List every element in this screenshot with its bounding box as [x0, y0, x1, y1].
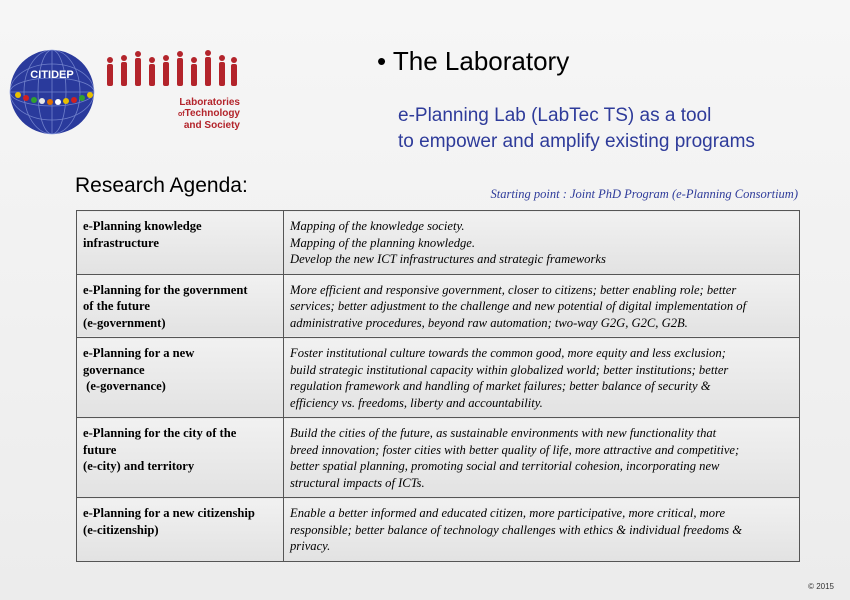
- table-row: [77, 211, 800, 275]
- description-cell: [284, 211, 800, 275]
- topic-line: e-Planning for a new: [83, 346, 195, 360]
- slide-subtitle: [398, 103, 755, 155]
- topic-line: (e-citizenship): [83, 522, 159, 537]
- description-line: Build the cities of the future, as sustainable environments with new functionality that: [290, 426, 717, 440]
- topic-line: governance: [83, 362, 145, 377]
- citidep-globe-logo: [8, 48, 96, 136]
- logo-line-society: and Society: [183, 120, 240, 131]
- table-row: [77, 418, 800, 498]
- description-line: responsible; better balance of technology challenges with ethics & individual freedoms &: [290, 522, 743, 537]
- topic-line: e-Planning for the city of the: [83, 426, 237, 440]
- topic-cell: [77, 418, 284, 498]
- description-line: Enable a better informed and educated citizen, more participative, more critical, more: [290, 506, 726, 520]
- description-line: Mapping of the knowledge society.: [290, 219, 465, 233]
- logo-line-laboratories: Laboratories: [179, 97, 240, 108]
- subtitle-line-1: e-Planning Lab (LabTec TS) as a tool: [398, 105, 712, 126]
- people-figures-logo: [104, 50, 244, 90]
- description-line: Foster institutional culture towards the common good, more equity and less exclusion;: [290, 346, 726, 360]
- title-text: The Laboratory: [392, 46, 570, 76]
- description-line: Develop the new ICT infrastructures and strategic frameworks: [290, 252, 606, 266]
- table-row: [77, 498, 800, 562]
- topic-line: infrastructure: [83, 235, 160, 250]
- description-line: breed innovation; foster cities with better quality of life, more attractive and competitive;: [290, 442, 740, 457]
- description-cell: [284, 418, 800, 498]
- description-cell: [284, 274, 800, 338]
- topic-line: (e-government): [83, 315, 166, 330]
- topic-cell: [77, 498, 284, 562]
- topic-line: (e-city) and territory: [83, 459, 195, 473]
- description-line: build strategic institutional capacity within globalized world; better institutions; better: [290, 362, 729, 377]
- title-bullet: •: [377, 46, 387, 76]
- topic-line: e-Planning knowledge: [83, 219, 202, 233]
- table-row: [77, 274, 800, 338]
- topic-cell: [77, 338, 284, 418]
- table-row: [77, 338, 800, 418]
- description-line: efficiency vs. freedoms, liberty and accountability.: [290, 395, 543, 410]
- topic-line: future: [83, 442, 117, 457]
- description-line: privacy.: [290, 539, 331, 553]
- topic-line: (e-governance): [83, 379, 166, 393]
- description-cell: [284, 338, 800, 418]
- description-cell: [284, 498, 800, 562]
- description-line: structural impacts of ICTs.: [290, 475, 425, 490]
- topic-cell: [77, 211, 284, 275]
- description-line: administrative procedures, beyond raw automation; two-way G2G, G2C, G2B.: [290, 315, 688, 330]
- description-line: More efficient and responsive government, closer to citizens; better enabling role; better: [290, 282, 737, 297]
- slide-title: [377, 46, 569, 77]
- research-agenda-table: [76, 210, 800, 562]
- description-line: better spatial planning, promoting social and territorial cohesion, incorporating new: [290, 459, 720, 473]
- copyright-notice: © 2015: [808, 582, 834, 591]
- labtec-logo-text: [160, 97, 240, 131]
- description-line: Mapping of the planning knowledge.: [290, 235, 476, 250]
- topic-line: e-Planning for the government: [83, 282, 248, 297]
- topic-line: e-Planning for a new citizenship: [83, 506, 255, 520]
- topic-line: of the future: [83, 299, 150, 313]
- research-agenda-heading: Research Agenda:: [75, 174, 248, 197]
- description-line: regulation framework and handling of market failures; better balance of security &: [290, 379, 711, 393]
- description-line: services; better adjustment to the challenge and new potential of digital implementation of: [290, 299, 747, 313]
- logo-technology: Technology: [184, 108, 240, 119]
- subtitle-line-2: to empower and amplify existing programs: [398, 131, 755, 152]
- topic-cell: [77, 274, 284, 338]
- logo-line-technology: [160, 108, 240, 120]
- starting-point-note: Starting point : Joint PhD Program (e-Planning Consortium): [490, 187, 798, 201]
- logo-of: of: [178, 111, 185, 118]
- citidep-wordmark: CITIDEP: [30, 69, 74, 81]
